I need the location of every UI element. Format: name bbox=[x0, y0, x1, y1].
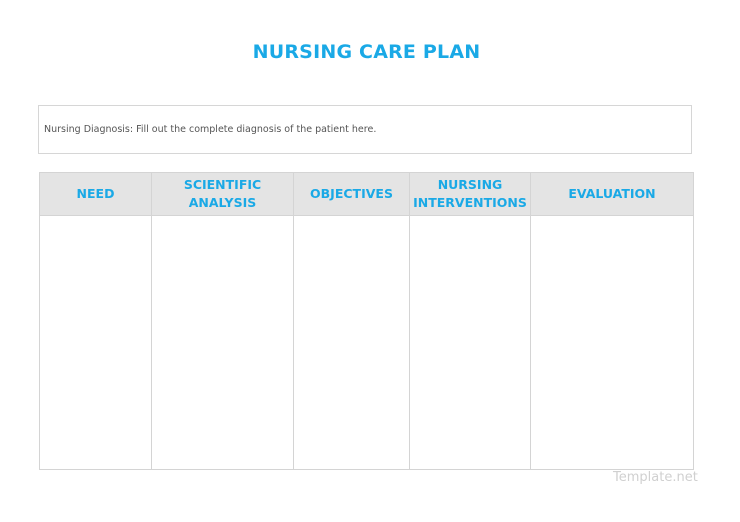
diagnosis-text: Nursing Diagnosis: Fill out the complete diagnosis of the patient here. bbox=[44, 124, 377, 135]
column-header-scientific-analysis bbox=[152, 173, 294, 216]
header-line: NEED bbox=[76, 186, 115, 201]
header-line: EVALUATION bbox=[568, 186, 656, 201]
column-header-need bbox=[40, 173, 152, 216]
header-line: OBJECTIVES bbox=[310, 186, 393, 201]
column-header-nursing-interventions bbox=[410, 173, 531, 216]
cell-scientific-analysis[interactable] bbox=[152, 216, 294, 470]
page-title: NURSING CARE PLAN bbox=[252, 41, 481, 63]
header-line: ANALYSIS bbox=[188, 195, 257, 210]
cell-objectives[interactable] bbox=[294, 216, 410, 470]
cell-evaluation[interactable] bbox=[531, 216, 694, 470]
header-line: INTERVENTIONS bbox=[413, 195, 527, 210]
column-header-objectives bbox=[294, 173, 410, 216]
cell-nursing-interventions[interactable] bbox=[410, 216, 531, 470]
header-line: SCIENTIFIC bbox=[183, 177, 262, 192]
table-row bbox=[40, 216, 694, 470]
column-header-evaluation bbox=[531, 173, 694, 216]
diagnosis-box[interactable] bbox=[38, 105, 692, 154]
care-plan-table bbox=[39, 172, 694, 470]
header-line: NURSING bbox=[437, 177, 503, 192]
watermark: Template.net bbox=[613, 470, 698, 485]
cell-need[interactable] bbox=[40, 216, 152, 470]
table-header-row bbox=[40, 173, 694, 216]
